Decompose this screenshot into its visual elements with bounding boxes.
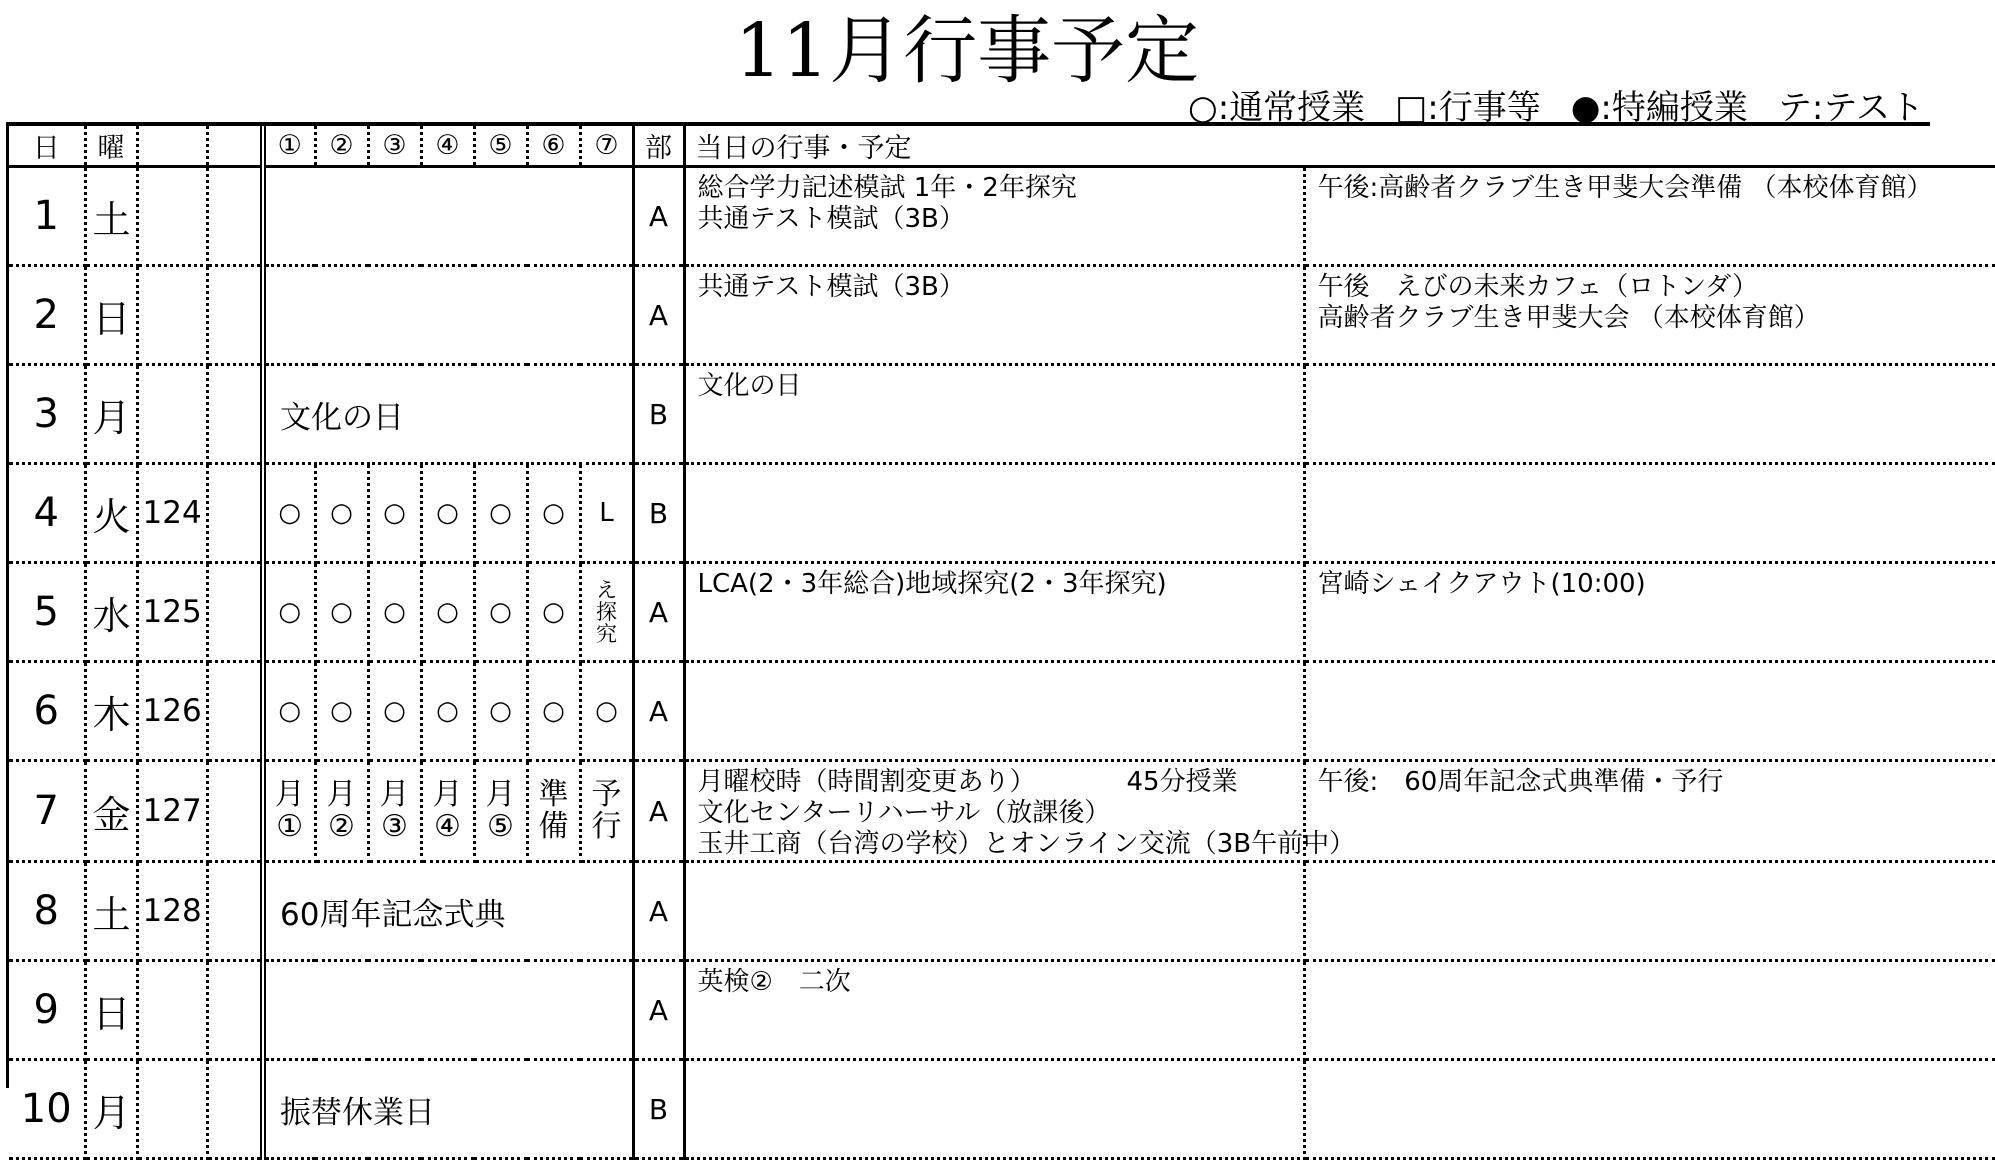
date-cell: 1 bbox=[9, 167, 85, 266]
weekday-cell: 水 bbox=[85, 563, 137, 662]
period-cell: 月 ② bbox=[315, 761, 368, 862]
class-count-cell bbox=[137, 266, 207, 365]
event-line: 総合学力記述模試 1年・2年探究 bbox=[698, 173, 1303, 204]
period-cell: 月 ④ bbox=[421, 761, 474, 862]
header-row bbox=[9, 126, 1995, 167]
event-line: 宮崎シェイクアウト(10:00) bbox=[1318, 569, 1995, 600]
event-cell bbox=[684, 464, 1304, 563]
header-period-1: ① bbox=[263, 126, 315, 167]
table-row bbox=[9, 761, 1995, 862]
event-line: LCA(2・3年総合)地域探究(2・3年探究) bbox=[698, 569, 1303, 600]
page-title: 11月行事予定 bbox=[0, 6, 1934, 96]
period-merged-cell bbox=[263, 266, 633, 365]
date-cell: 4 bbox=[9, 464, 85, 563]
header-period-4: ④ bbox=[421, 126, 474, 167]
blank-cell bbox=[207, 761, 263, 862]
event-line: 共通テスト模試（3B） bbox=[698, 272, 1303, 303]
blank-cell bbox=[207, 266, 263, 365]
class-count-cell bbox=[137, 1060, 207, 1159]
weekday-cell: 金 bbox=[85, 761, 137, 862]
event-cell bbox=[1304, 761, 1995, 862]
period-cell: ○ bbox=[368, 464, 421, 563]
period-merged-cell: 振替休業日 bbox=[263, 1060, 633, 1159]
event-cell bbox=[1304, 961, 1995, 1060]
date-cell: 7 bbox=[9, 761, 85, 862]
header-period-5: ⑤ bbox=[474, 126, 527, 167]
period-cell: ○ bbox=[474, 563, 527, 662]
event-cell bbox=[684, 266, 1304, 365]
period-cell: ○ bbox=[315, 563, 368, 662]
period-merged-cell: 文化の日 bbox=[263, 365, 633, 464]
period-cell: 月 ③ bbox=[368, 761, 421, 862]
date-cell: 5 bbox=[9, 563, 85, 662]
header-period-3: ③ bbox=[368, 126, 421, 167]
bu-cell: A bbox=[633, 862, 684, 961]
weekday-cell: 土 bbox=[85, 167, 137, 266]
table-row bbox=[9, 862, 1995, 961]
period-cell: 準 備 bbox=[527, 761, 580, 862]
event-line: 文化の日 bbox=[698, 371, 1303, 402]
period-cell: 月 ⑤ bbox=[474, 761, 527, 862]
event-line: 月曜校時（時間割変更あり） 45分授業 bbox=[698, 767, 1303, 798]
bu-cell: A bbox=[633, 563, 684, 662]
date-cell: 10 bbox=[9, 1060, 85, 1159]
period-merged-cell: 60周年記念式典 bbox=[263, 862, 633, 961]
table-row bbox=[9, 662, 1995, 761]
header-bu: 部 bbox=[633, 126, 684, 167]
event-cell bbox=[684, 1060, 1304, 1159]
header-num bbox=[137, 126, 207, 167]
period-cell: ○ bbox=[315, 662, 368, 761]
date-cell: 3 bbox=[9, 365, 85, 464]
blank-cell bbox=[207, 1060, 263, 1159]
date-cell: 8 bbox=[9, 862, 85, 961]
class-count-cell: 127 bbox=[137, 761, 207, 862]
period-cell: ○ bbox=[421, 464, 474, 563]
date-cell: 6 bbox=[9, 662, 85, 761]
legend-item: ○:通常授業 bbox=[1188, 88, 1365, 128]
event-cell bbox=[1304, 167, 1995, 266]
class-count-cell bbox=[137, 365, 207, 464]
period-merged-cell bbox=[263, 961, 633, 1060]
period-cell: 月 ① bbox=[263, 761, 315, 862]
event-cell bbox=[1304, 1060, 1995, 1159]
table-row bbox=[9, 266, 1995, 365]
blank-cell bbox=[207, 662, 263, 761]
schedule-sheet bbox=[6, 122, 1930, 1088]
weekday-cell: 月 bbox=[85, 1060, 137, 1159]
period-cell: え 探 究 bbox=[580, 563, 633, 662]
event-cell bbox=[684, 365, 1304, 464]
event-cell bbox=[684, 167, 1304, 266]
header-period-2: ② bbox=[315, 126, 368, 167]
event-line: 共通テスト模試（3B） bbox=[698, 204, 1303, 235]
period-cell: ○ bbox=[368, 662, 421, 761]
event-line: 玉井工商（台湾の学校）とオンライン交流（3B午前中） bbox=[698, 829, 1303, 860]
weekday-cell: 土 bbox=[85, 862, 137, 961]
period-cell: ○ bbox=[474, 662, 527, 761]
event-cell bbox=[1304, 464, 1995, 563]
event-cell bbox=[684, 761, 1304, 862]
header-dow: 曜 bbox=[85, 126, 137, 167]
blank-cell bbox=[207, 862, 263, 961]
schedule-table bbox=[9, 126, 1995, 1160]
bu-cell: B bbox=[633, 464, 684, 563]
event-cell bbox=[1304, 862, 1995, 961]
table-row bbox=[9, 1060, 1995, 1159]
table-row bbox=[9, 563, 1995, 662]
weekday-cell: 火 bbox=[85, 464, 137, 563]
event-cell bbox=[1304, 365, 1995, 464]
bu-cell: A bbox=[633, 167, 684, 266]
weekday-cell: 日 bbox=[85, 961, 137, 1060]
event-line: 午後 えびの未来カフェ（ロトンダ） bbox=[1318, 272, 1995, 303]
bu-cell: A bbox=[633, 961, 684, 1060]
period-cell: 予 行 bbox=[580, 761, 633, 862]
class-count-cell: 124 bbox=[137, 464, 207, 563]
period-cell: ○ bbox=[315, 464, 368, 563]
period-cell: ○ bbox=[527, 563, 580, 662]
blank-cell bbox=[207, 464, 263, 563]
period-cell: ○ bbox=[421, 662, 474, 761]
table-row bbox=[9, 464, 1995, 563]
blank-cell bbox=[207, 365, 263, 464]
blank-cell bbox=[207, 961, 263, 1060]
bu-cell: A bbox=[633, 662, 684, 761]
event-line: 高齢者クラブ生き甲斐大会 （本校体育館） bbox=[1318, 303, 1995, 334]
class-count-cell: 125 bbox=[137, 563, 207, 662]
event-line: 文化センターリハーサル（放課後） bbox=[698, 798, 1303, 829]
event-line: 英検② 二次 bbox=[698, 967, 1303, 998]
table-row bbox=[9, 961, 1995, 1060]
event-cell bbox=[1304, 563, 1995, 662]
class-count-cell: 126 bbox=[137, 662, 207, 761]
class-count-cell bbox=[137, 167, 207, 266]
weekday-cell: 月 bbox=[85, 365, 137, 464]
period-cell: ○ bbox=[368, 563, 421, 662]
header-period-6: ⑥ bbox=[527, 126, 580, 167]
blank-cell bbox=[207, 563, 263, 662]
event-cell bbox=[684, 961, 1304, 1060]
period-cell: L bbox=[580, 464, 633, 563]
period-cell: ○ bbox=[263, 563, 315, 662]
legend-item: ●:特編授業 bbox=[1571, 88, 1748, 128]
class-count-cell: 128 bbox=[137, 862, 207, 961]
header-period-7: ⑦ bbox=[580, 126, 633, 167]
event-cell bbox=[684, 662, 1304, 761]
bu-cell: A bbox=[633, 266, 684, 365]
table-row bbox=[9, 167, 1995, 266]
blank-cell bbox=[207, 167, 263, 266]
weekday-cell: 木 bbox=[85, 662, 137, 761]
period-cell: ○ bbox=[527, 662, 580, 761]
period-merged-cell bbox=[263, 167, 633, 266]
header-events: 当日の行事・予定 bbox=[684, 126, 1995, 167]
legend-item: □:行事等 bbox=[1395, 88, 1541, 128]
event-line: 午後:高齢者クラブ生き甲斐大会準備 （本校体育館） bbox=[1318, 173, 1995, 204]
event-cell bbox=[684, 563, 1304, 662]
header-blank bbox=[207, 126, 263, 167]
event-cell bbox=[1304, 662, 1995, 761]
event-line: 午後: 60周年記念式典準備・予行 bbox=[1318, 767, 1995, 798]
legend-item: テ:テスト bbox=[1778, 88, 1924, 128]
date-cell: 9 bbox=[9, 961, 85, 1060]
date-cell: 2 bbox=[9, 266, 85, 365]
weekday-cell: 日 bbox=[85, 266, 137, 365]
period-cell: ○ bbox=[580, 662, 633, 761]
legend bbox=[1158, 88, 1924, 126]
event-cell bbox=[684, 862, 1304, 961]
bu-cell: A bbox=[633, 761, 684, 862]
bu-cell: B bbox=[633, 365, 684, 464]
header-date: 日 bbox=[9, 126, 85, 167]
event-cell bbox=[1304, 266, 1995, 365]
period-cell: ○ bbox=[527, 464, 580, 563]
period-cell: ○ bbox=[263, 464, 315, 563]
period-cell: ○ bbox=[263, 662, 315, 761]
table-row bbox=[9, 365, 1995, 464]
bu-cell: B bbox=[633, 1060, 684, 1159]
period-cell: ○ bbox=[474, 464, 527, 563]
class-count-cell bbox=[137, 961, 207, 1060]
period-cell: ○ bbox=[421, 563, 474, 662]
